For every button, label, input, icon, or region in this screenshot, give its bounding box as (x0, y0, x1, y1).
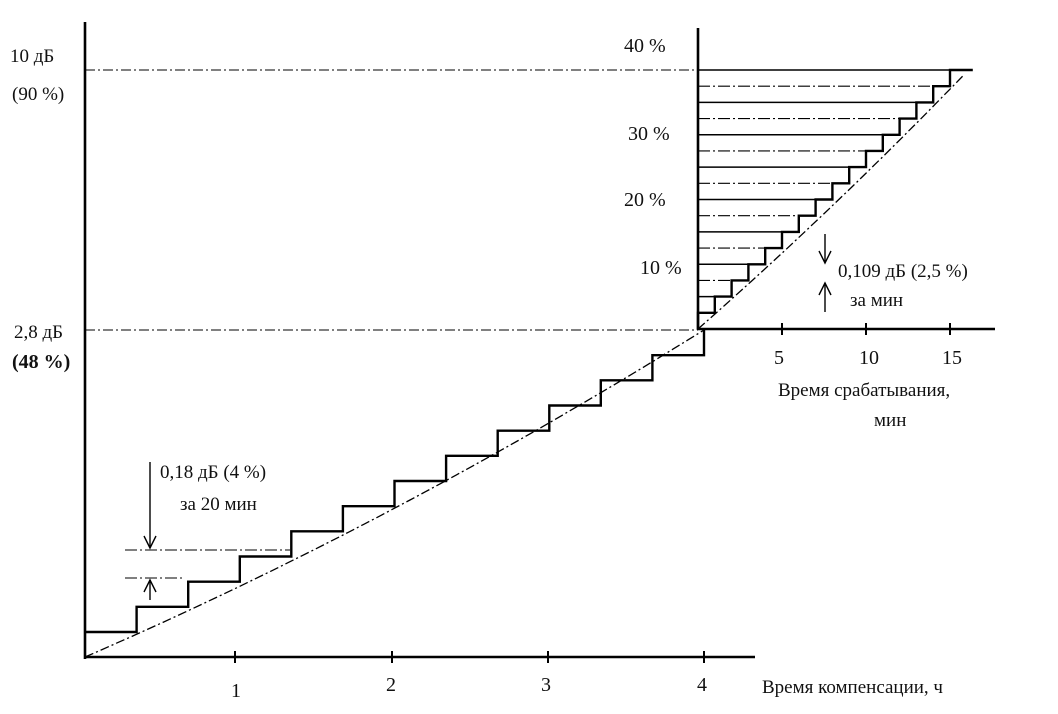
y-level-label-top: 10 дБ (10, 46, 55, 67)
y-level-sub-top: (90 %) (12, 84, 65, 105)
inset-series-group (698, 70, 973, 329)
inset-x-tick-label: 5 (774, 347, 784, 369)
main-x-axis-label: Время компенсации, ч (762, 677, 943, 698)
step-annotation-sub: за 20 мин (180, 494, 257, 515)
inset-step-annotation-sub: за мин (850, 290, 904, 311)
inset-y-tick-label: 30 % (628, 123, 670, 145)
inset-x-axis-label-unit: мин (874, 410, 907, 431)
inset-y-tick-label: 40 % (624, 35, 666, 57)
inset-y-tick-label: 10 % (640, 257, 682, 279)
inset-x-axis-label: Время срабатывания, (778, 380, 951, 401)
inset-trend-curve (698, 76, 963, 329)
y-level-sub-mid: (48 %) (12, 351, 71, 373)
main-x-tick-label: 4 (697, 674, 707, 696)
inset-step-annotation-label: 0,109 дБ (2,5 %) (838, 261, 968, 282)
main-x-tick-label: 2 (386, 674, 396, 696)
inset-x-tick-label: 15 (942, 347, 962, 369)
step-annotation-label: 0,18 дБ (4 %) (160, 462, 267, 483)
y-level-label-mid: 2,8 дБ (14, 322, 64, 343)
main-x-tick-label: 3 (541, 674, 551, 696)
inset-x-tick-label: 10 (859, 347, 879, 369)
inset-y-tick-label: 20 % (624, 189, 666, 211)
main-x-tick-label: 1 (231, 680, 241, 702)
main-series-group (85, 330, 704, 657)
